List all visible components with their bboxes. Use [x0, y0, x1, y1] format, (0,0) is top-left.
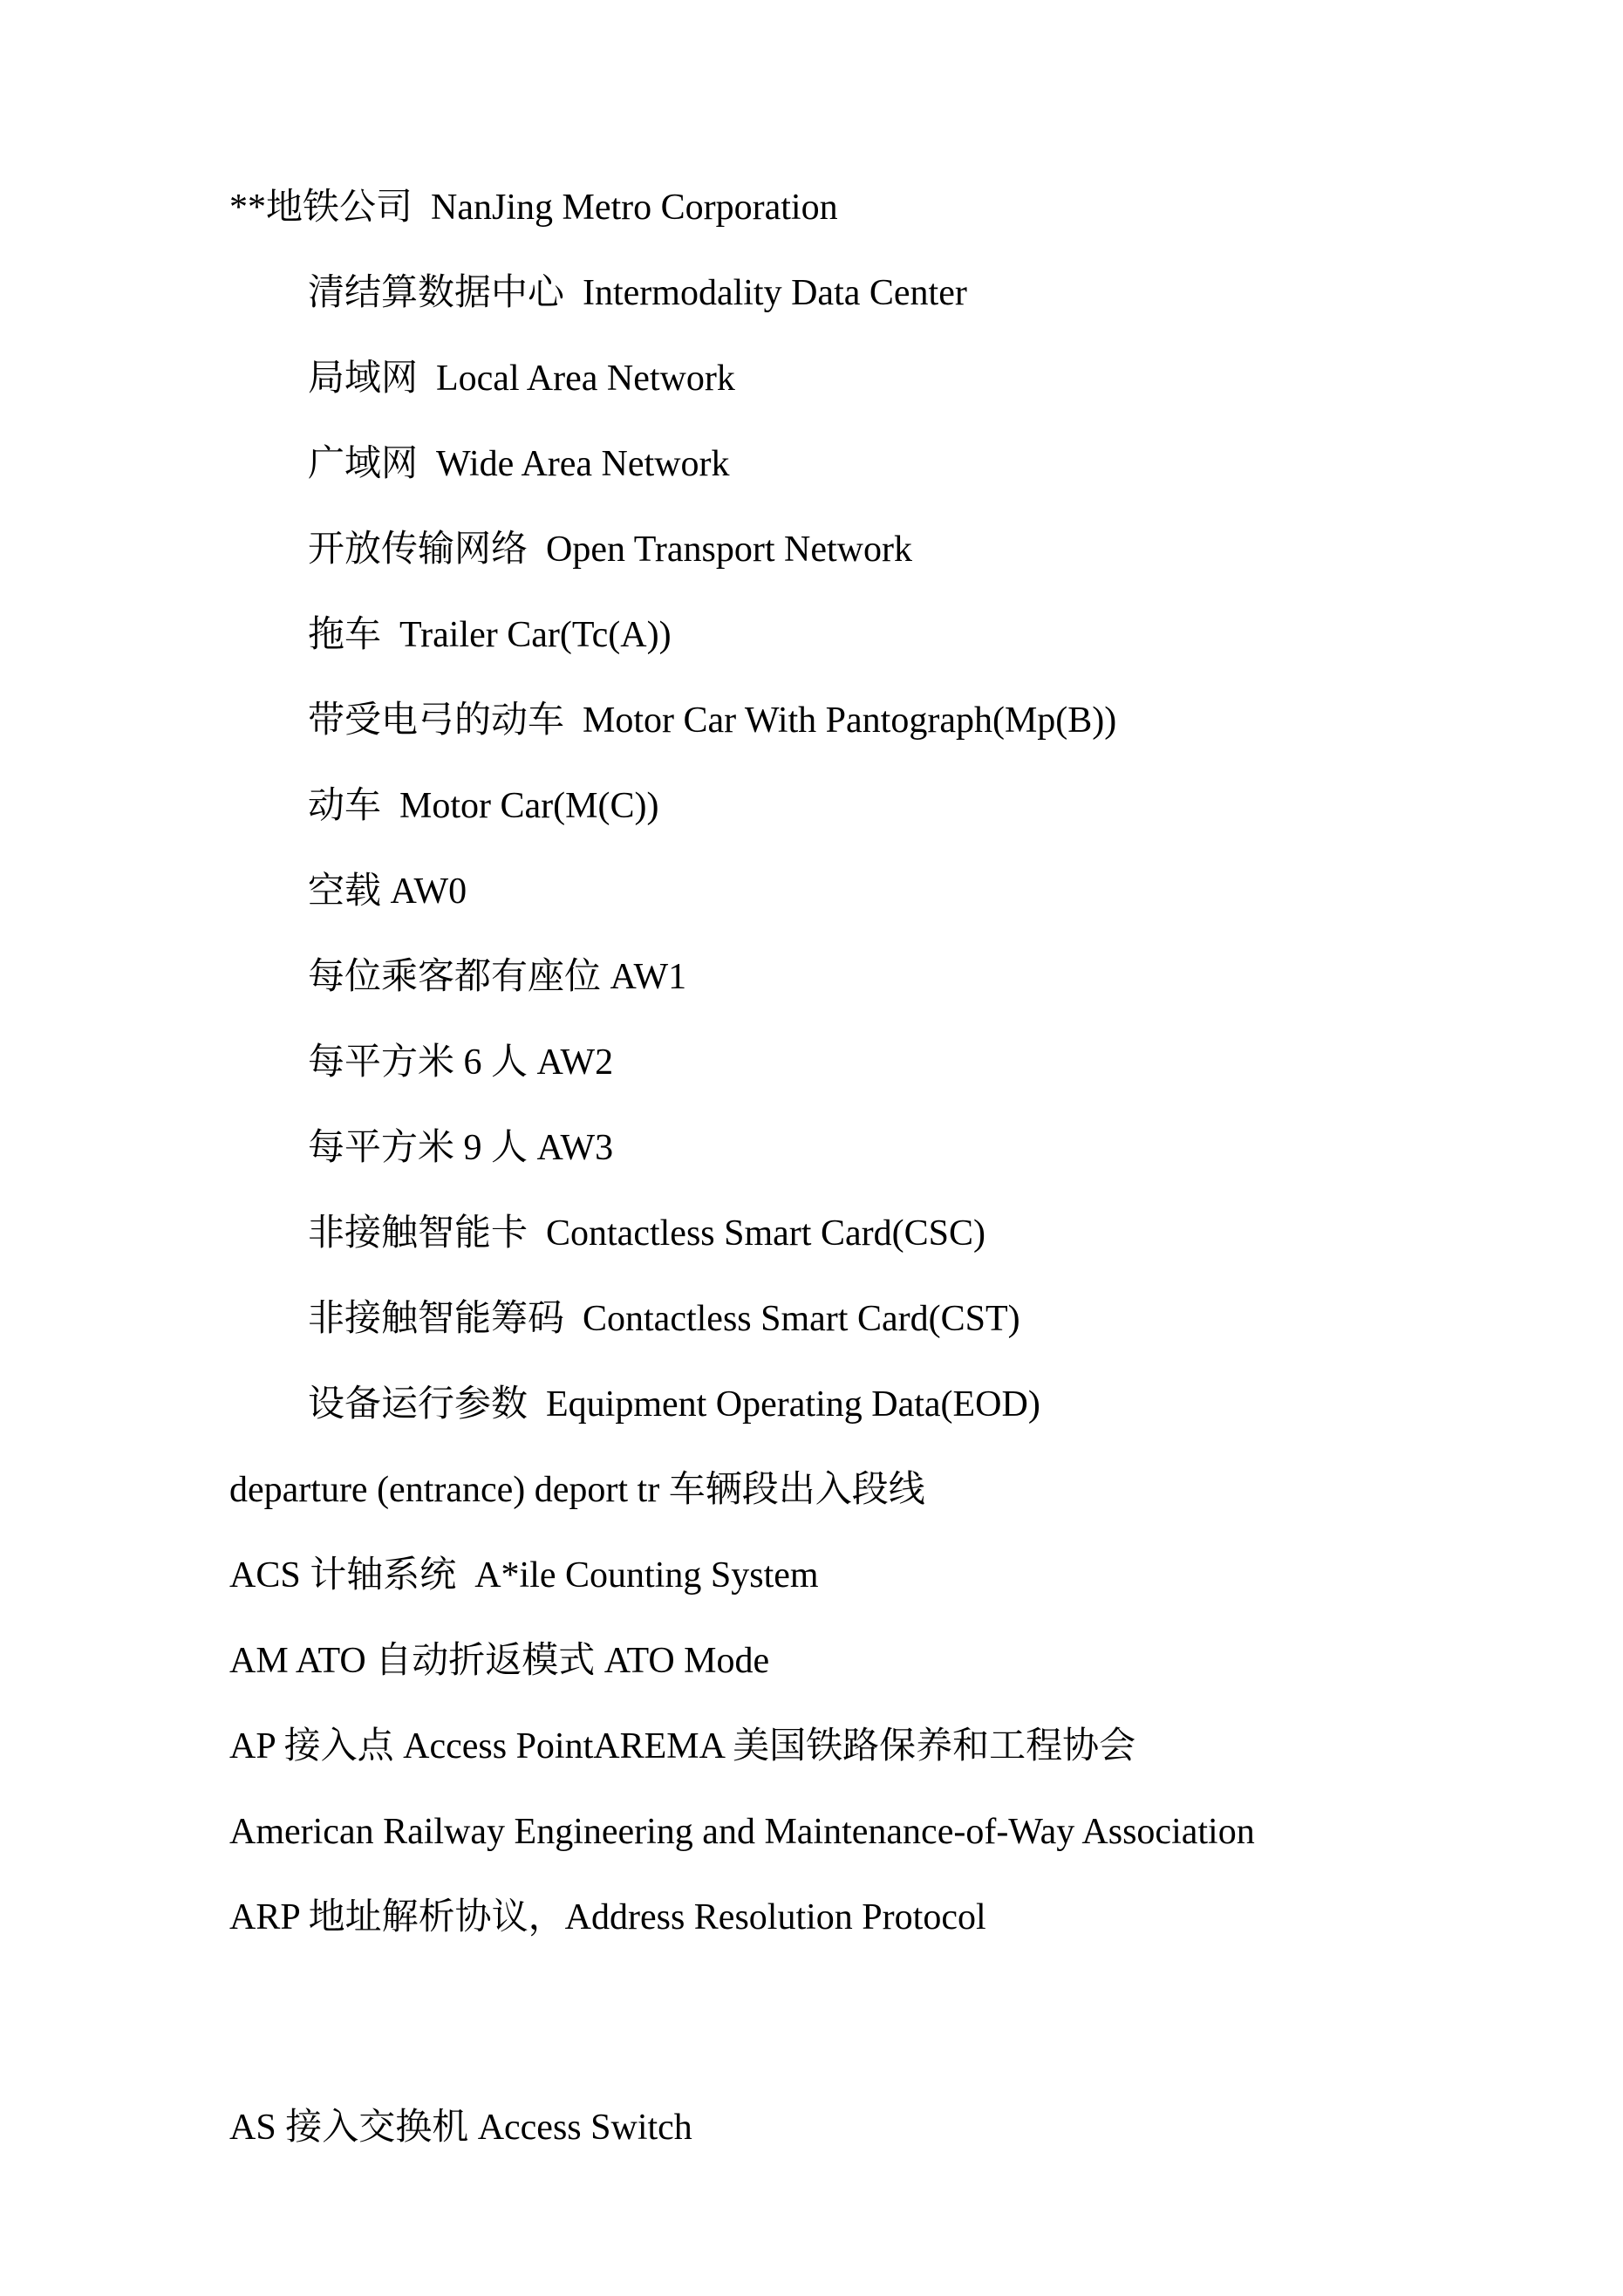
glossary-line-eod: 设备运行参数 Equipment Operating Data(EOD): [308, 1384, 1040, 1425]
glossary-line-lan: 局域网 Local Area Network: [308, 359, 735, 399]
glossary-line-aw3: 每平方米 9 人 AW3: [308, 1128, 614, 1168]
blank-paragraph-gap: [229, 1960, 1571, 2085]
glossary-line-acs: ACS 计轴系统 A*ile Counting System: [229, 1555, 819, 1596]
glossary-line-arema-full: American Railway Engineering and Maintenance-of-Way Association: [229, 1812, 1255, 1852]
glossary-line-departure-track: departure (entrance) deport tr 车辆段出入段线: [229, 1470, 925, 1510]
glossary-line-cst: 非接触智能筹码 Contactless Smart Card(CST): [308, 1299, 1020, 1339]
glossary-line-metro-corporation: **地铁公司 NanJing Metro Corporation: [229, 188, 838, 228]
glossary-content: [229, 165, 1571, 2170]
glossary-line-motor-car-pantograph: 带受电弓的动车 Motor Car With Pantograph(Mp(B)): [308, 700, 1117, 741]
glossary-line-arp: ARP 地址解析协议，Address Resolution Protocol: [229, 1897, 986, 1937]
glossary-line-aw2: 每平方米 6 人 AW2: [308, 1042, 614, 1083]
glossary-line-trailer-car: 拖车 Trailer Car(Tc(A)): [308, 615, 672, 655]
glossary-line-intermodality-dc: 清结算数据中心 Intermodality Data Center: [308, 273, 967, 313]
glossary-line-ap-arema: AP 接入点 Access PointAREMA 美国铁路保养和工程协会: [229, 1726, 1136, 1766]
glossary-line-wan: 广域网 Wide Area Network: [308, 444, 730, 484]
glossary-line-aw1: 每位乘客都有座位 AW1: [308, 957, 687, 997]
glossary-line-access-switch: AS 接入交换机 Access Switch: [229, 2108, 692, 2148]
glossary-line-motor-car: 动车 Motor Car(M(C)): [308, 786, 659, 826]
glossary-line-am-ato: AM ATO 自动折返模式 ATO Mode: [229, 1641, 770, 1681]
glossary-line-open-transport-network: 开放传输网络 Open Transport Network: [308, 530, 912, 570]
glossary-line-csc: 非接触智能卡 Contactless Smart Card(CSC): [308, 1213, 985, 1254]
glossary-line-aw0: 空载 AW0: [308, 871, 467, 912]
